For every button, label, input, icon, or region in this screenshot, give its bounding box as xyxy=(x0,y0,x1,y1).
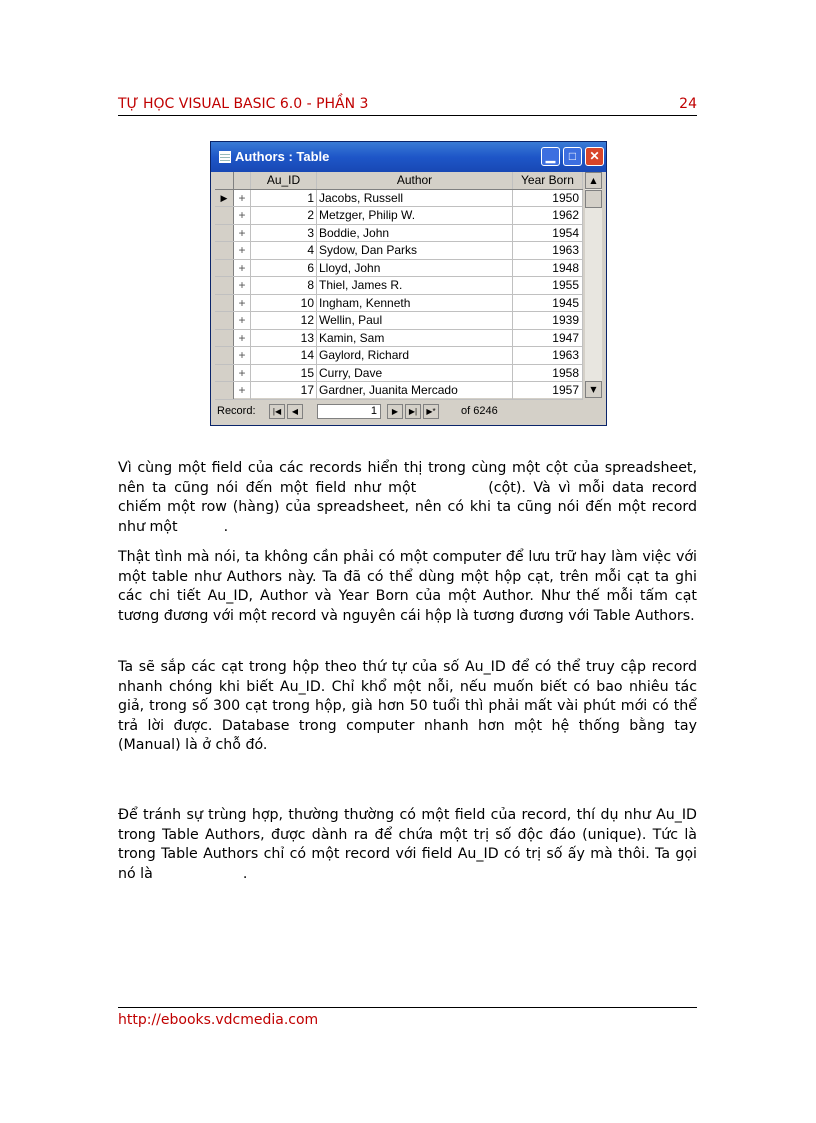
last-record-icon[interactable]: ▶| xyxy=(405,404,421,419)
record-selector[interactable] xyxy=(215,242,234,259)
current-record-input[interactable]: 1 xyxy=(317,404,381,419)
authors-table-window xyxy=(210,141,607,426)
table-row[interactable] xyxy=(215,225,583,243)
cell-au-id[interactable]: 8 xyxy=(251,277,317,294)
record-navigation-bar xyxy=(215,402,601,422)
record-label: Record: xyxy=(217,405,256,417)
cell-author[interactable]: Metzger, Philip W. xyxy=(317,207,513,224)
cell-year-born[interactable]: 1954 xyxy=(513,225,583,242)
cell-author[interactable]: Boddie, John xyxy=(317,225,513,242)
footer-divider xyxy=(118,1007,697,1008)
cell-author[interactable]: Gaylord, Richard xyxy=(317,347,513,364)
record-selector[interactable] xyxy=(215,382,234,399)
cell-year-born[interactable]: 1955 xyxy=(513,277,583,294)
cell-author[interactable]: Ingham, Kenneth xyxy=(317,295,513,312)
expand-icon[interactable]: + xyxy=(234,277,251,294)
cell-author[interactable]: Thiel, James R. xyxy=(317,277,513,294)
cell-author[interactable]: Sydow, Dan Parks xyxy=(317,242,513,259)
scroll-up-icon[interactable]: ▲ xyxy=(585,172,602,189)
next-record-icon[interactable]: ▶ xyxy=(387,404,403,419)
record-selector[interactable] xyxy=(215,260,234,277)
record-selector[interactable] xyxy=(215,312,234,329)
paragraph-4: Để tránh sự trùng hợp, thường thường có một field của record, thí dụ như Au_ID trong Table Authors, được dành ra để chứa một trị số độc đáo (unique). Tức là trong Table Authors chỉ có một record với field Au_ID có trị số ấy mà thôi. Ta gọi nó là . xyxy=(118,807,697,882)
paragraph-1: Vì cùng một field của các records hiển thị trong cùng một cột của spreadsheet, nên ta cũng nói đến một field như một (cột). Và vì mỗi data record chiếm một row (hàng) của spreadsheet, nên có khi ta cũng nói đến một record như một . xyxy=(118,460,697,535)
expand-icon[interactable]: + xyxy=(234,225,251,242)
datasheet-grid[interactable] xyxy=(215,172,583,398)
first-record-icon[interactable]: |◀ xyxy=(269,404,285,419)
table-row[interactable] xyxy=(215,365,583,383)
paragraph-3: Ta sẽ sắp các cạt trong hộp theo thứ tự của số Au_ID để có thể truy cập record nhanh chóng khi biết Au_ID. Chỉ khổ một nỗi, nếu muốn biết có bao nhiêu tác giả, trong số 300 cạt trong hộp, già hơn 50 tuổi thì phải mất vài phút mới có thể trả lời được. Database trong computer nhanh hơn một hệ thống bằng tay (Manual) là ở chỗ đó. xyxy=(118,659,697,754)
cell-year-born[interactable]: 1939 xyxy=(513,312,583,329)
column-header-au-id[interactable]: Au_ID xyxy=(251,172,317,189)
page-header xyxy=(118,95,697,116)
previous-record-icon[interactable]: ◀ xyxy=(287,404,303,419)
cell-year-born[interactable]: 1957 xyxy=(513,382,583,399)
expand-icon[interactable]: + xyxy=(234,207,251,224)
cell-year-born[interactable]: 1950 xyxy=(513,190,583,207)
cell-year-born[interactable]: 1963 xyxy=(513,347,583,364)
cell-au-id[interactable]: 4 xyxy=(251,242,317,259)
window-titlebar[interactable] xyxy=(211,142,606,172)
new-record-icon[interactable]: ▶* xyxy=(423,404,439,419)
page-number: 24 xyxy=(679,96,697,112)
cell-year-born[interactable]: 1958 xyxy=(513,365,583,382)
footer-url[interactable]: http://ebooks.vdcmedia.com xyxy=(118,1012,319,1028)
expand-icon[interactable]: + xyxy=(234,382,251,399)
cell-au-id[interactable]: 2 xyxy=(251,207,317,224)
paragraph-2: Thật tình mà nói, ta không cần phải có một computer để lưu trữ hay làm việc với một table như Authors này. Ta đã có thể dùng một hộp cạt, trên mỗi cạt ta ghi các chi tiết Au_ID, Author và Year Born của một Author. Như thế mỗi tấm cạt tương đương với một record và nguyên cái hộp là tương đương với Table Authors. xyxy=(118,549,697,624)
cell-year-born[interactable]: 1962 xyxy=(513,207,583,224)
column-header-row xyxy=(215,172,583,190)
vertical-scrollbar[interactable] xyxy=(585,172,602,398)
expand-icon[interactable]: + xyxy=(234,365,251,382)
cell-au-id[interactable]: 17 xyxy=(251,382,317,399)
scroll-thumb[interactable] xyxy=(585,190,602,208)
cell-year-born[interactable]: 1947 xyxy=(513,330,583,347)
close-button[interactable]: ✕ xyxy=(585,147,604,166)
cell-au-id[interactable]: 15 xyxy=(251,365,317,382)
table-row[interactable] xyxy=(215,207,583,225)
expand-header-cell xyxy=(234,172,251,189)
table-row[interactable] xyxy=(215,312,583,330)
cell-au-id[interactable]: 10 xyxy=(251,295,317,312)
cell-au-id[interactable]: 13 xyxy=(251,330,317,347)
expand-icon[interactable]: + xyxy=(234,295,251,312)
cell-au-id[interactable]: 6 xyxy=(251,260,317,277)
column-header-year-born[interactable]: Year Born xyxy=(513,172,583,189)
record-selector[interactable] xyxy=(215,295,234,312)
window-title: Authors : Table xyxy=(235,149,330,164)
column-header-author[interactable]: Author xyxy=(317,172,513,189)
cell-author[interactable]: Lloyd, John xyxy=(317,260,513,277)
cell-author[interactable]: Wellin, Paul xyxy=(317,312,513,329)
table-row[interactable] xyxy=(215,277,583,295)
scroll-down-icon[interactable]: ▼ xyxy=(585,381,602,398)
cell-au-id[interactable]: 14 xyxy=(251,347,317,364)
expand-icon[interactable]: + xyxy=(234,330,251,347)
cell-au-id[interactable]: 3 xyxy=(251,225,317,242)
cell-year-born[interactable]: 1945 xyxy=(513,295,583,312)
record-selector[interactable] xyxy=(215,330,234,347)
cell-year-born[interactable]: 1963 xyxy=(513,242,583,259)
record-selector[interactable]: ▶ xyxy=(215,190,234,207)
table-row[interactable] xyxy=(215,190,583,208)
table-row[interactable] xyxy=(215,347,583,365)
expand-icon[interactable]: + xyxy=(234,347,251,364)
record-selector[interactable] xyxy=(215,347,234,364)
expand-icon[interactable]: + xyxy=(234,260,251,277)
cell-year-born[interactable]: 1948 xyxy=(513,260,583,277)
expand-icon[interactable]: + xyxy=(234,190,251,207)
expand-icon[interactable]: + xyxy=(234,242,251,259)
cell-au-id[interactable]: 1 xyxy=(251,190,317,207)
cell-author[interactable]: Gardner, Juanita Mercado xyxy=(317,382,513,399)
header-title: TỰ HỌC VISUAL BASIC 6.0 - PHẦN 3 xyxy=(118,96,369,112)
table-row[interactable] xyxy=(215,260,583,278)
record-count: of 6246 xyxy=(461,405,498,417)
minimize-button[interactable]: ▁ xyxy=(541,147,560,166)
table-row[interactable] xyxy=(215,295,583,313)
expand-icon[interactable]: + xyxy=(234,312,251,329)
cell-author[interactable]: Curry, Dave xyxy=(317,365,513,382)
record-selector[interactable] xyxy=(215,207,234,224)
cell-author[interactable]: Jacobs, Russell xyxy=(317,190,513,207)
table-icon xyxy=(219,151,231,163)
record-selector[interactable] xyxy=(215,225,234,242)
cell-author[interactable]: Kamin, Sam xyxy=(317,330,513,347)
table-row[interactable] xyxy=(215,330,583,348)
record-selector[interactable] xyxy=(215,365,234,382)
table-row[interactable] xyxy=(215,382,583,400)
maximize-button[interactable]: □ xyxy=(563,147,582,166)
record-selector[interactable] xyxy=(215,277,234,294)
cell-au-id[interactable]: 12 xyxy=(251,312,317,329)
table-row[interactable] xyxy=(215,242,583,260)
select-all-cell[interactable] xyxy=(215,172,234,189)
